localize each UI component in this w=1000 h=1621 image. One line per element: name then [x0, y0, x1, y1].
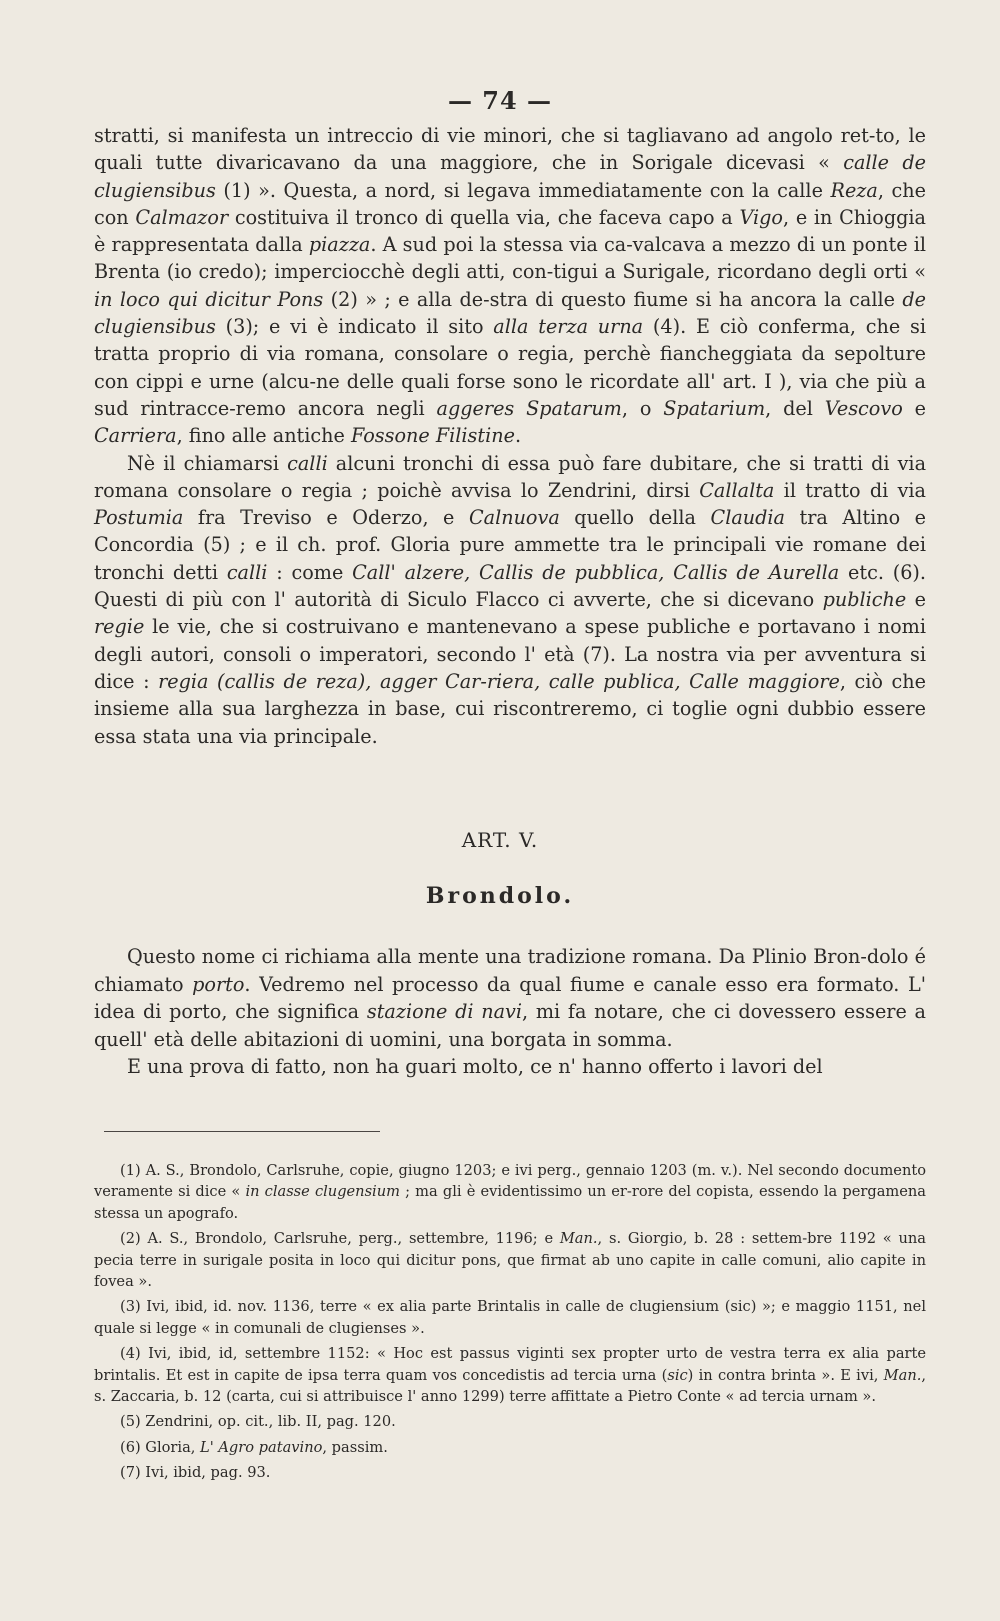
text-run: , o — [621, 396, 664, 420]
text-run: le vie, che si costruivano e mantenevano a spese publiche e portavano i nomi degli autori, consoli o imperatori, secondo l' età (7). La nostra via per avventura si dice : — [94, 615, 926, 693]
text-run: . — [514, 424, 522, 448]
italic-run: Vescovo — [824, 396, 903, 420]
italic-run: Calnuova — [468, 506, 560, 530]
text-run: , s. Zaccaria, b. 12 (carta, cui si attribuisce l' anno 1299) terre affittate a Pietro Conte « ad tercia urnam ». — [94, 1366, 926, 1406]
text-run: (2) » ; e alla de-stra di questo fiume si ha ancora la calle — [323, 287, 903, 311]
italic-run: in classe clugensium — [245, 1183, 400, 1201]
italic-run: aggeres Spatarum — [436, 396, 622, 420]
text-run: (4) Ivi, ibid, id, settembre 1152: « Hoc est passus viginti sex propter urto de vestra terra ex alia parte brintalis. Et est in capite de ipsa terra quam vos concedistis ad tercia urna ( — [94, 1345, 926, 1384]
text-run: Nè il chiamarsi — [127, 451, 288, 475]
italic-run: Claudia — [710, 506, 785, 530]
text-run: e — [906, 588, 926, 612]
paragraph — [94, 943, 926, 1053]
italic-run: sic — [667, 1366, 688, 1384]
text-run: : come — [267, 560, 353, 584]
text-run: il tratto di via — [774, 478, 927, 502]
footnote — [94, 1160, 926, 1224]
text-run: , fino alle antiche — [176, 424, 351, 448]
text-run: (4). E ciò conferma, che si tratta proprio di via romana, consolare o regia, perchè fiancheggiata da sepolture con cippi e urne (alcu-ne delle quali forse sono le ricordate all' art. I ), via che più a sud rintracce-remo ancora negli — [94, 315, 926, 420]
footnote — [94, 1228, 926, 1292]
italic-run: alla terza urna — [493, 315, 644, 339]
text-run: (3) Ivi, ibid, id. nov. 1136, terre « ex alia parte Brintalis in calle de clugiensium (sic) »; e maggio 1151, nel quale si legge « in comunali de clugienses ». — [94, 1298, 926, 1337]
page-number: — 74 — — [447, 86, 553, 115]
text-run: , del — [765, 396, 825, 420]
italic-run: Man. — [883, 1366, 922, 1384]
text-run: costituiva il tronco di quella via, che faceva capo a — [228, 205, 740, 229]
italic-run: Postumia — [94, 506, 184, 530]
text-run: ; ma gli è evidentissimo un er-rore del copista, essendo la pergamena stessa un apografo. — [94, 1183, 926, 1222]
italic-run: Calmazor — [135, 205, 229, 229]
text-run: alcuni tronchi di essa può fare dubitare, che si tratti di via romana consolare o regia ; poichè avvisa lo Zendrini, dirsi — [94, 451, 927, 502]
text-run: (2) A. S., Brondolo, Carlsruhe, perg., settembre, 1196; e — [120, 1230, 560, 1248]
italic-run: Fossone Filistine — [350, 424, 515, 448]
italic-run: regia (callis de reza), agger Car-riera, calle publica, Calle maggiore — [158, 669, 840, 693]
text-run: (5) Zendrini, op. cit., lib. II, pag. 120. — [120, 1413, 396, 1431]
italic-run: Reza — [830, 178, 878, 202]
text-run: (3); e vi è indicato il sito — [215, 315, 494, 339]
italic-run: porto — [192, 972, 245, 996]
italic-run: Call' alzere, Callis de pubblica, Callis de Aurella — [352, 560, 840, 584]
italic-run: in loco qui dicitur Pons — [94, 287, 324, 311]
article-heading: ART. V. — [461, 828, 539, 852]
text-run: e — [902, 396, 926, 420]
text-run: E una prova di fatto, non ha guari molto, ce n' hanno offerto i lavori del — [127, 1055, 823, 1078]
paragraph — [94, 1053, 926, 1081]
text-run: fra Treviso e Oderzo, e — [183, 506, 469, 530]
italic-run: calli — [287, 451, 328, 475]
text-run: , ciò che insieme alla sua larghezza in base, cui riscontreremo, ci toglie ogni dubbio essere essa stata una via principale. — [94, 669, 926, 748]
text-run: , e in Chioggia è rappresentata dalla — [94, 205, 926, 257]
text-run: (1) ». Questa, a nord, si legava immediatamente con la calle — [215, 178, 831, 202]
main-text-lower — [94, 943, 926, 1081]
footnote — [94, 1437, 926, 1458]
italic-run: Vigo — [739, 205, 783, 229]
italic-run: regie — [94, 615, 145, 639]
text-run: , che con — [94, 178, 926, 229]
footnote — [94, 1343, 926, 1407]
text-run: (1) A. S., Brondolo, Carlsruhe, copie, giugno 1203; e ivi perg., gennaio 1203 (m. v.). Nel secondo documento veramente si dice « — [94, 1162, 926, 1201]
main-text-upper — [94, 122, 926, 750]
paragraph — [94, 122, 926, 450]
footnotes — [94, 1160, 926, 1488]
text-run: , mi fa notare, che ci dovessero essere a quell' età delle abitazioni di uomini, una borgata in somma. — [94, 1000, 926, 1051]
text-run: quello della — [559, 506, 711, 530]
text-run: ) in contra brinta ». E ivi, — [687, 1366, 884, 1384]
text-run: stratti, si manifesta un intreccio di vie minori, che si tagliavano ad angolo ret-to, le quali tutte divaricavano da una maggiore, che in Sorigale dicevasi « — [94, 124, 926, 175]
italic-run: stazione di navi — [366, 1000, 522, 1023]
text-run: (6) Gloria, — [120, 1438, 201, 1456]
text-run: . A sud poi la stessa via ca-valcava a mezzo di un ponte il Brenta (io credo); imperciocchè degli atti, con-tigui a Surigale, ricordano degli orti « — [94, 233, 926, 284]
italic-run: piazza — [308, 233, 371, 257]
italic-run: calli — [226, 560, 268, 584]
italic-run: de clugiensibus — [94, 287, 926, 339]
text-run: (7) Ivi, ibid, pag. 93. — [120, 1464, 271, 1482]
text-run: etc. (6). Questi di più con l' autorità di Siculo Flacco ci avverte, che si dicevano — [94, 560, 926, 612]
text-run: . Vedremo nel processo da qual fiume e canale esso era formato. L' idea di porto, che significa — [94, 972, 926, 1023]
text-run: , s. Giorgio, b. 28 : settem-bre 1192 « una pecia terre in surigale posita in loco qui dicitur pons, que firmat ab uno capite in calle comuni, alio capite in fovea ». — [94, 1230, 926, 1291]
italic-run: Callalta — [699, 478, 775, 502]
section-title: Brondolo. — [425, 883, 575, 909]
italic-run: calle de clugiensibus — [94, 151, 926, 202]
text-run: , passim. — [322, 1438, 388, 1456]
footnote — [94, 1462, 926, 1483]
text-run: tra Altino e Concordia (5) ; e il ch. prof. Gloria pure ammette tra le principali vie romane dei tronchi detti — [94, 506, 926, 584]
italic-run: Man. — [559, 1230, 598, 1248]
footnote — [94, 1411, 926, 1432]
italic-run: L' Agro patavino — [200, 1438, 323, 1456]
italic-run: Spatarium — [663, 396, 766, 420]
text-run: Questo nome ci richiama alla mente una tradizione romana. Da Plinio Bron-dolo é chiamato — [94, 945, 926, 996]
italic-run: publiche — [822, 588, 907, 612]
footnote-rule — [104, 1131, 380, 1132]
italic-run: Carriera — [94, 424, 177, 448]
paragraph — [94, 450, 926, 750]
footnote — [94, 1296, 926, 1339]
